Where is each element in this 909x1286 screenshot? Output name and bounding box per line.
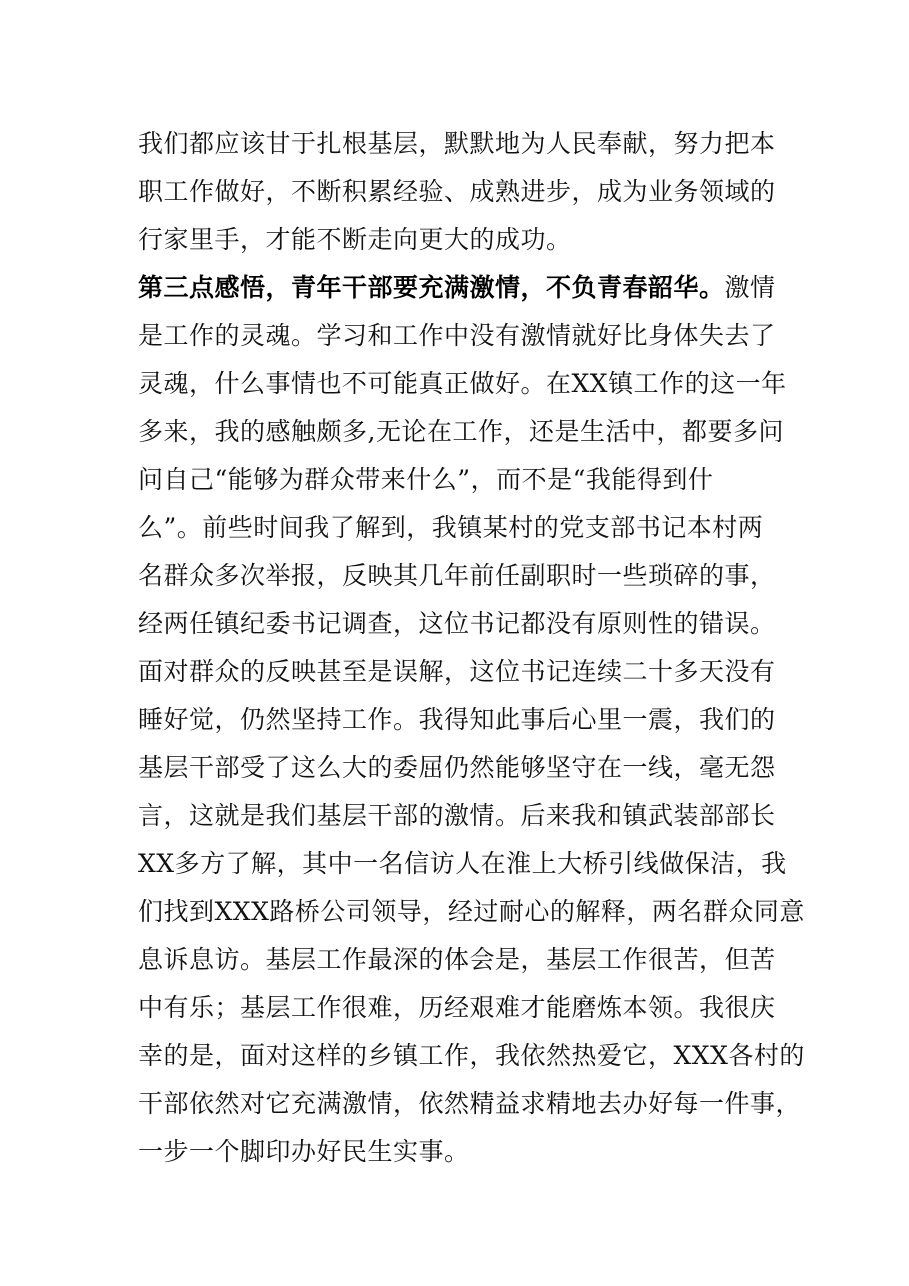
text-line: 行家里手，才能不断走向更大的成功。 xyxy=(138,225,572,254)
text-line: 息诉息访。基层工作最深的体会是，基层工作很苦，但苦 xyxy=(138,945,776,974)
text-line: 灵魂，什么事情也不可能真正做好。在XX镇工作的这一年 xyxy=(138,369,787,398)
text-line: 基层干部受了这么大的委屈仍然能够坚守在一线，毫无怨 xyxy=(138,753,776,782)
text-line: 们找到XXX路桥公司领导，经过耐心的解释，两名群众同意 xyxy=(138,897,805,926)
text-line: 中有乐；基层工作很难，历经艰难才能磨炼本领。我很庆 xyxy=(138,993,776,1022)
text-line: 幸的是，面对这样的乡镇工作，我依然热爱它，XXX各村的 xyxy=(138,1041,805,1070)
text-line: 名群众多次举报，反映其几年前任副职时一些琐碎的事， xyxy=(138,561,776,590)
text-line xyxy=(138,268,776,308)
text-line: 一步一个脚印办好民生实事。 xyxy=(138,1137,470,1166)
text-line: XX多方了解，其中一名信访人在淮上大桥引线做保洁，我 xyxy=(138,849,787,878)
text-line: 么”。前些时间我了解到，我镇某村的党支部书记本村两 xyxy=(138,513,764,542)
text-line: 睡好觉，仍然坚持工作。我得知此事后心里一震，我们的 xyxy=(138,705,776,734)
text-line: 多来，我的感触颇多,无论在工作，还是生活中，都要多问 xyxy=(138,417,784,446)
text-line: 职工作做好，不断积累经验、成熟进步，成为业务领域的 xyxy=(138,177,776,206)
text-line: 经两任镇纪委书记调查，这位书记都没有原则性的错误。 xyxy=(138,609,776,638)
text-line: 问自己“能够为群众带来什么”，而不是“我能得到什 xyxy=(138,465,714,494)
text-line: 言，这就是我们基层干部的激情。后来我和镇武装部部长 xyxy=(138,801,776,830)
text-line: 我们都应该甘于扎根基层，默默地为人民奉献，努力把本 xyxy=(138,129,776,158)
section-heading: 第三点感悟，青年干部要充满激情，不负青春韶华。 xyxy=(138,273,725,302)
text-line: 面对群众的反映甚至是误解，这位书记连续二十多天没有 xyxy=(138,657,776,686)
text-run: 激情 xyxy=(724,273,776,302)
text-line: 干部依然对它充满激情，依然精益求精地去办好每一件事， xyxy=(138,1089,802,1118)
text-line: 是工作的灵魂。学习和工作中没有激情就好比身体失去了 xyxy=(138,321,776,350)
